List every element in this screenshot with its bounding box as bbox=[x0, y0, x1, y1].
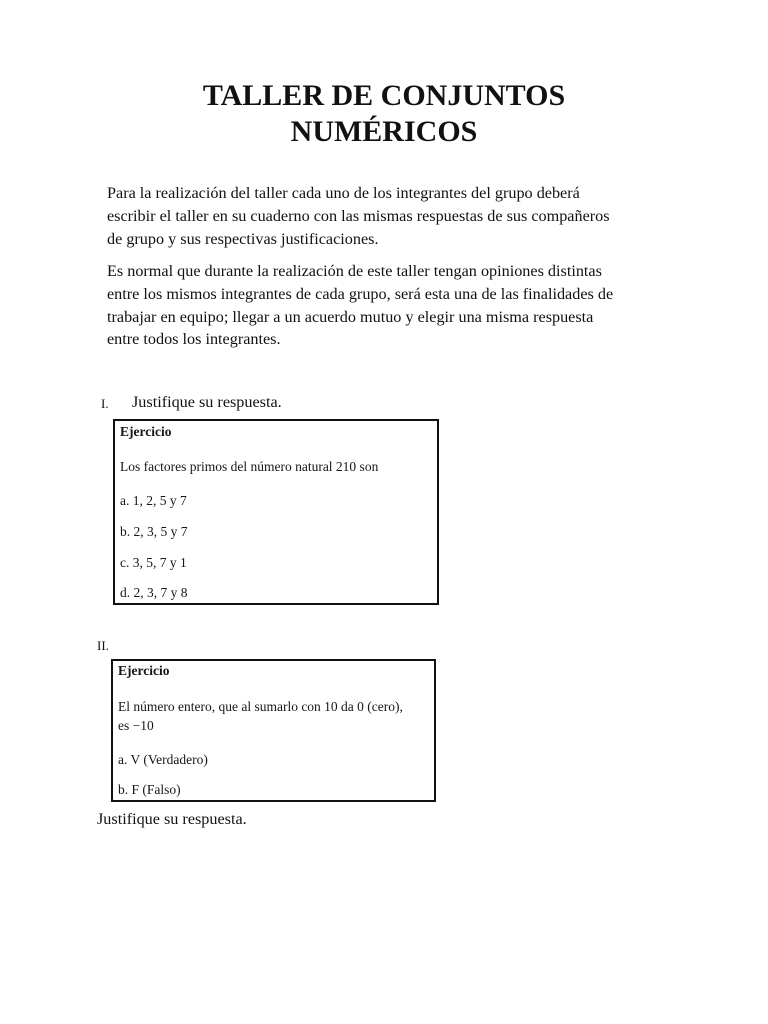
item-numeral-1: I. bbox=[101, 396, 109, 411]
exercise-heading: Ejercicio bbox=[118, 663, 170, 678]
paragraph-line: escribir el taller en su cuaderno con las mismas respuestas de sus compañeros bbox=[107, 206, 610, 225]
paragraph-line: entre todos los integrantes. bbox=[107, 330, 281, 349]
paragraph-line: Es normal que durante la realización de este taller tengan opiniones distintas bbox=[107, 262, 602, 280]
exercise-box-2 bbox=[111, 659, 436, 802]
title-line-1: TALLER DE CONJUNTOS bbox=[202, 79, 566, 112]
intro-paragraph-2 bbox=[107, 260, 667, 351]
exercise-box-1 bbox=[113, 419, 439, 605]
item-numeral-2: II. bbox=[97, 638, 109, 653]
item-instruction-1: Justifique su respuesta. bbox=[132, 393, 282, 411]
exercise-option-b: b. F (Falso) bbox=[118, 782, 181, 797]
title-line-2: NUMÉRICOS bbox=[290, 115, 478, 148]
paragraph-line: entre los mismos integrantes de cada grupo, será esta una de las finalidades de bbox=[107, 284, 614, 303]
paragraph-line: Para la realización del taller cada uno de los integrantes del grupo deberá bbox=[107, 184, 580, 202]
document-title bbox=[0, 78, 768, 150]
intro-paragraph-1 bbox=[107, 182, 667, 250]
exercise-option-a: a. V (Verdadero) bbox=[118, 752, 208, 767]
exercise-statement-line-2: es −10 bbox=[118, 718, 154, 733]
exercise-option-d: d. 2, 3, 7 y 8 bbox=[120, 585, 188, 600]
exercise-option-c: c. 3, 5, 7 y 1 bbox=[120, 555, 187, 570]
exercise-heading: Ejercicio bbox=[120, 424, 172, 439]
exercise-statement: Los factores primos del número natural 210 son bbox=[120, 459, 379, 474]
paragraph-line: de grupo y sus respectivas justificaciones. bbox=[107, 229, 379, 248]
exercise-option-b: b. 2, 3, 5 y 7 bbox=[120, 524, 188, 539]
item-instruction-2: Justifique su respuesta. bbox=[97, 810, 247, 828]
exercise-statement-line-1: El número entero, que al sumarlo con 10 da 0 (cero), bbox=[118, 699, 403, 714]
exercise-option-a: a. 1, 2, 5 y 7 bbox=[120, 493, 187, 508]
paragraph-line: trabajar en equipo; llegar a un acuerdo mutuo y elegir una misma respuesta bbox=[107, 307, 594, 326]
